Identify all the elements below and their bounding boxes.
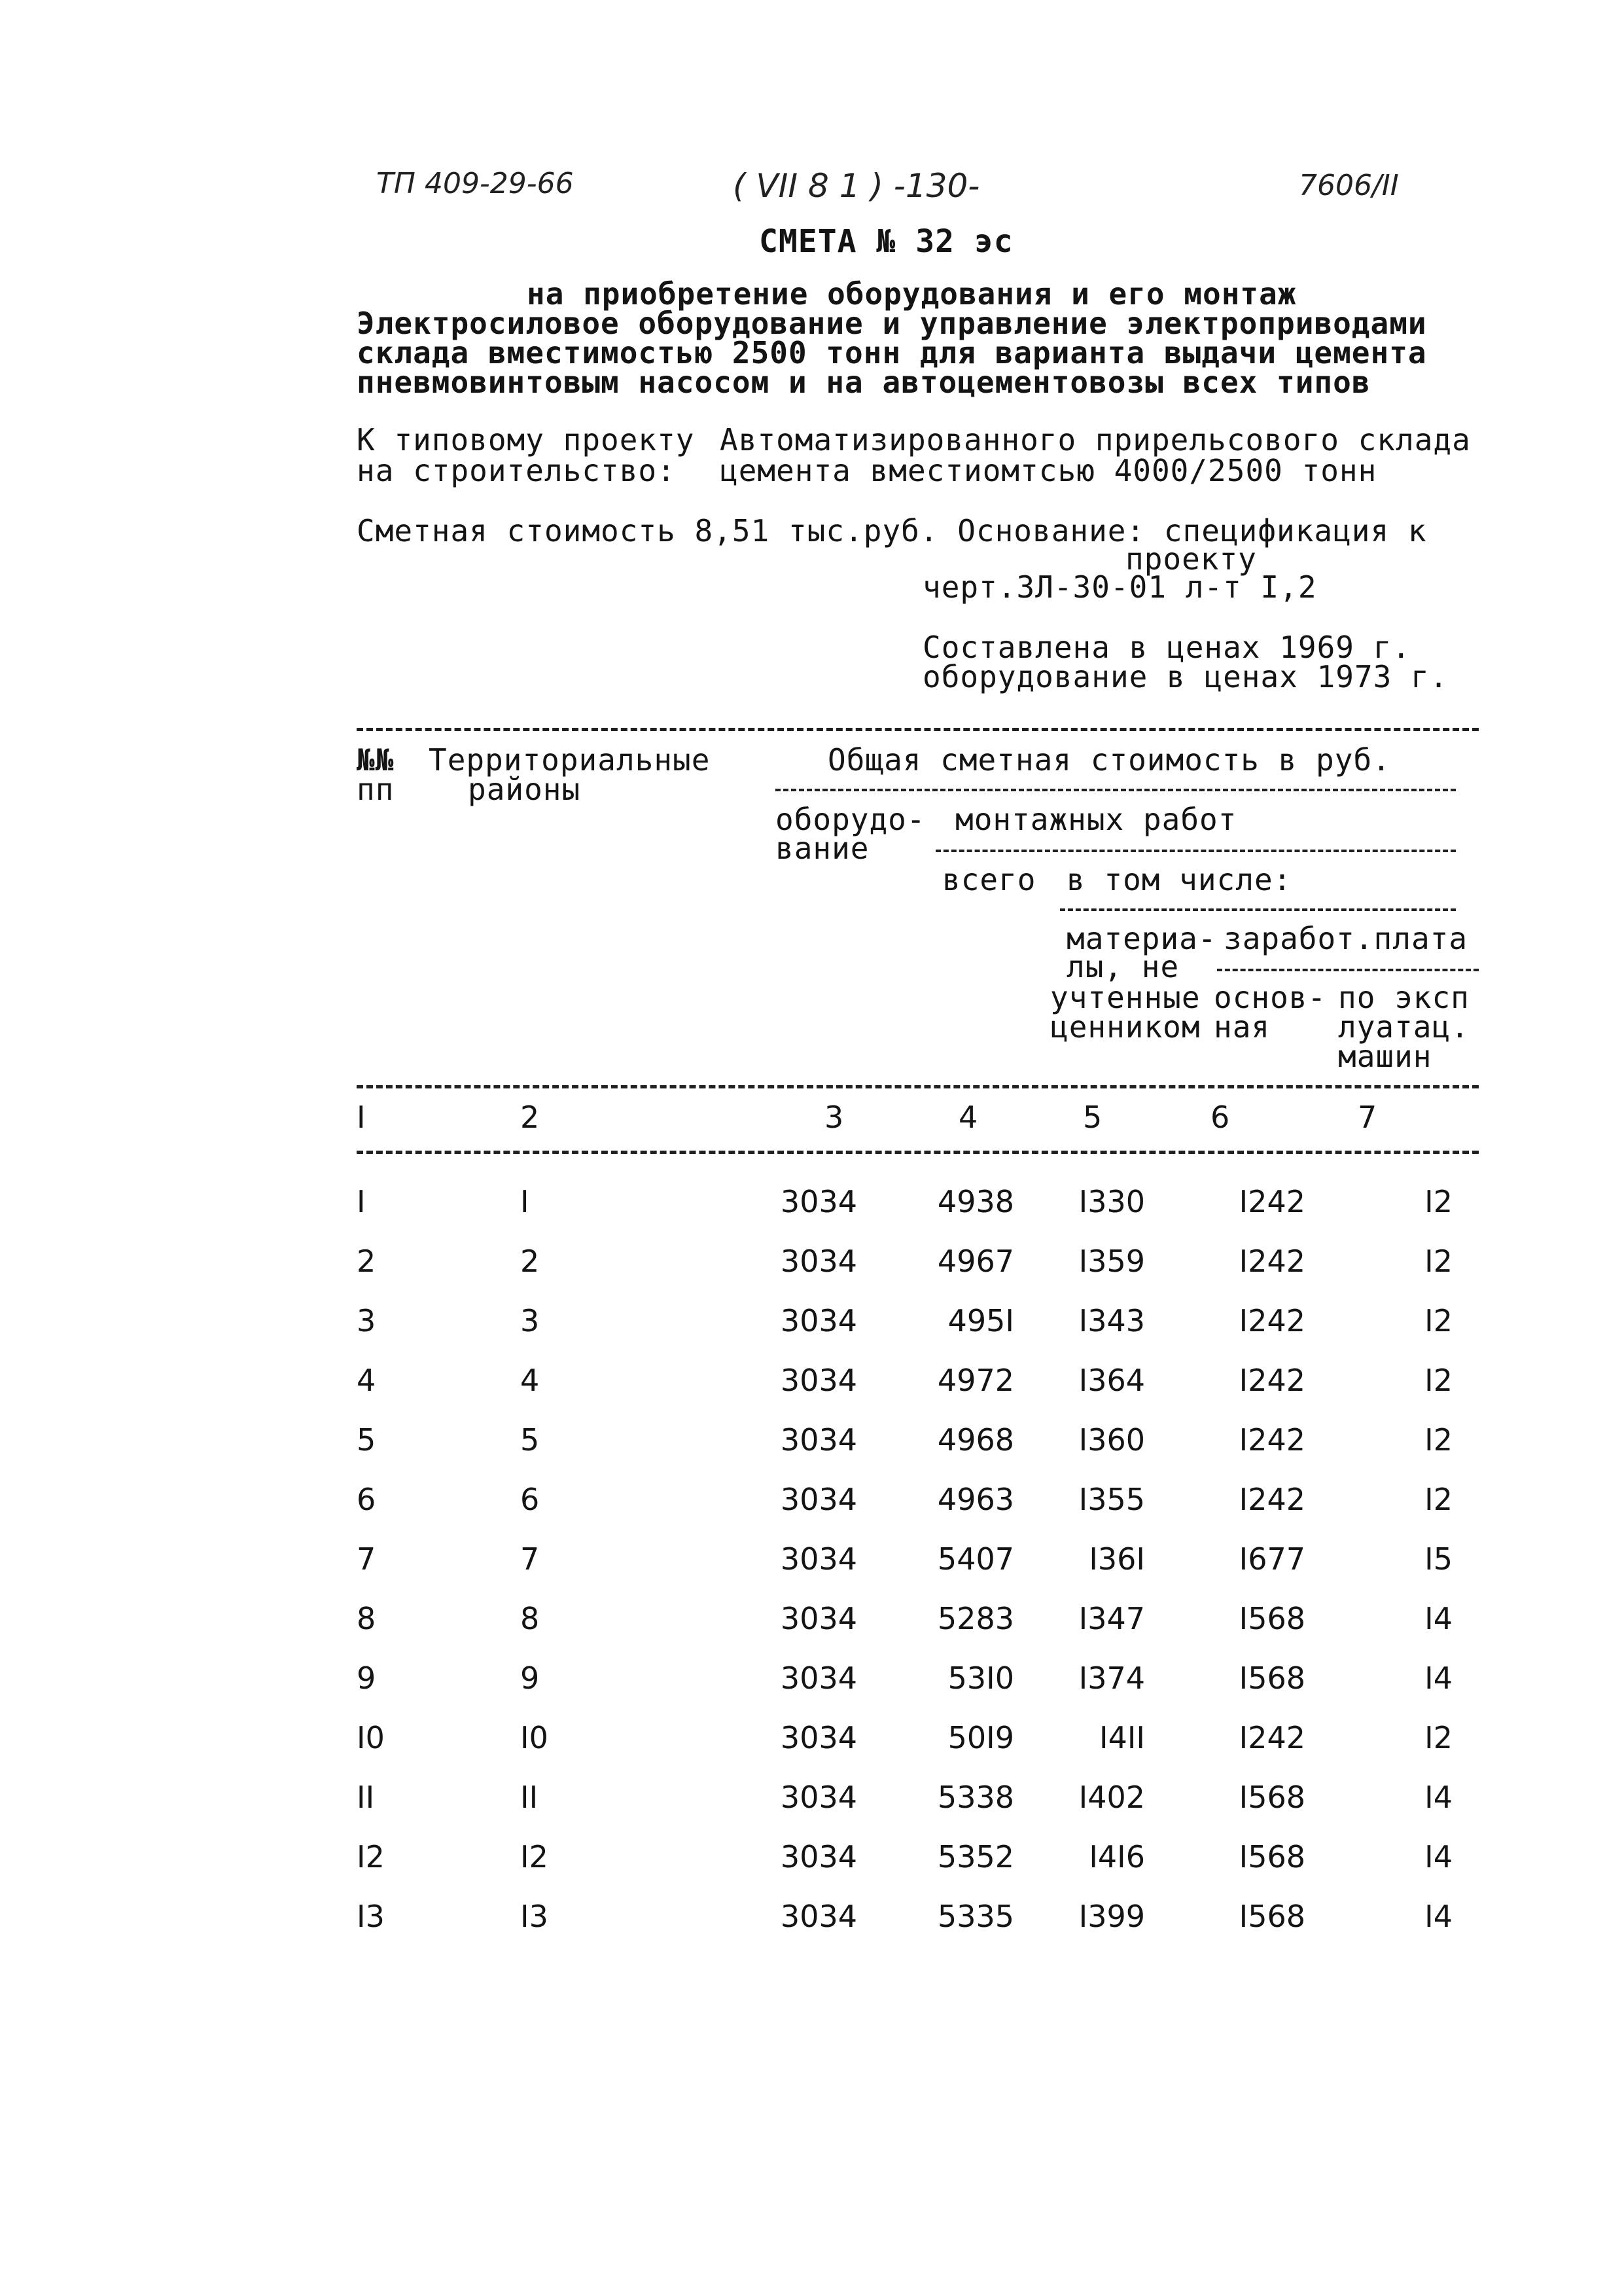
column-header-equipment: оборудо- [775,802,926,837]
column-number: I [357,1100,366,1135]
table-cell: 3034 [780,1303,857,1338]
table-cell: 3034 [780,1482,857,1517]
table-cell: 3034 [780,1244,857,1279]
table-cell: 2 [520,1244,540,1279]
table-cell: I4II [1099,1720,1145,1755]
table-cell: 6 [520,1482,540,1517]
table-cell: I36I [1089,1541,1145,1577]
table-cell: I355 [1078,1482,1145,1517]
table-cell: I0 [520,1720,548,1755]
price-basis: оборудование в ценах 1973 г. [923,659,1449,694]
column-header-basic-wage: основ- [1214,980,1327,1015]
table-cell: I330 [1078,1184,1145,1219]
table-cell: I568 [1239,1660,1305,1696]
table-cell: I4 [1424,1660,1453,1696]
table-cell: I3 [357,1899,385,1934]
column-header-number: №№ [357,742,395,778]
table-cell: I2 [520,1839,548,1874]
column-header-machine-wage: машин [1338,1039,1432,1074]
table-cell: I4 [1424,1780,1453,1815]
document-title: СМЕТА № 32 эс [759,223,1014,260]
table-cell: I399 [1078,1899,1145,1934]
basis-reference: черт.ЗЛ-30-01 л-т I,2 [923,569,1317,605]
table-cell: I347 [1078,1601,1145,1636]
column-header-region: Территориальные [429,742,711,778]
table-cell: I2 [1424,1422,1453,1458]
column-header-installation: монтажных работ [955,802,1237,837]
table-cell: I0 [357,1720,385,1755]
table-cell: I359 [1078,1244,1145,1279]
table-rule [936,850,1456,852]
table-cell: I242 [1239,1720,1305,1755]
column-header-basic-wage: ная [1214,1009,1271,1045]
table-cell: 8 [520,1601,540,1636]
table-cell: 3034 [780,1720,857,1755]
table-cell: I4 [1424,1899,1453,1934]
price-basis: Составлена в ценах 1969 г. [923,630,1411,665]
subtitle-line: Электросиловое оборудование и управление электроприводами [357,306,1427,341]
table-cell: I568 [1239,1899,1305,1934]
table-cell: I242 [1239,1184,1305,1219]
column-header-equipment: вание [775,831,870,866]
table-cell: I360 [1078,1422,1145,1458]
column-number: 5 [1083,1100,1103,1135]
project-value: цемента вместиомтсью 4000/2500 тонн [720,453,1377,488]
column-header-total-cost: Общая сметная стоимость в руб. [828,742,1391,778]
table-cell: 5338 [937,1780,1014,1815]
table-cell: 9 [520,1660,540,1696]
project-label: К типовому проекту [357,422,695,457]
table-cell: 50I9 [947,1720,1014,1755]
table-cell: I242 [1239,1303,1305,1338]
table-cell: 5 [357,1422,376,1458]
table-cell: 4972 [937,1363,1014,1398]
column-header-total: всего [942,862,1036,897]
document-code-right: 7606/II [1299,169,1399,202]
page-number: ( VII 8 1 ) -130- [733,167,980,205]
table-cell: 5352 [937,1839,1014,1874]
table-cell: 3 [520,1303,540,1338]
table-cell: 3 [357,1303,376,1338]
estimated-cost: Сметная стоимость 8,51 тыс.руб. Основание: спецификация к [357,513,1427,548]
column-header-wages: заработ.плата [1224,921,1468,956]
table-cell: I4I6 [1089,1839,1145,1874]
table-cell: I402 [1078,1780,1145,1815]
subtitle-line: на приобретение оборудования и его монтаж [527,276,1297,312]
column-header-number: пп [357,772,395,807]
table-cell: I5 [1424,1541,1453,1577]
table-cell: II [520,1780,538,1815]
table-cell: 6 [357,1482,376,1517]
table-cell: II [357,1780,375,1815]
table-cell: I4 [1424,1839,1453,1874]
project-label: на строительство: [357,453,676,488]
table-cell: I2 [1424,1244,1453,1279]
table-cell: 3034 [780,1422,857,1458]
table-cell: 4967 [937,1244,1014,1279]
column-number: 7 [1358,1100,1377,1135]
column-number: 6 [1210,1100,1230,1135]
table-cell: 3034 [780,1184,857,1219]
table-cell: 5407 [937,1541,1014,1577]
table-cell: 3034 [780,1839,857,1874]
table-cell: 5 [520,1422,540,1458]
table-cell: I364 [1078,1363,1145,1398]
table-rule [1217,969,1479,971]
table-cell: 2 [357,1244,376,1279]
table-cell: I343 [1078,1303,1145,1338]
table-cell: I568 [1239,1601,1305,1636]
document-code-left: ТП 409-29-66 [376,167,574,200]
table-cell: I2 [1424,1720,1453,1755]
column-number: 3 [824,1100,844,1135]
table-cell: I568 [1239,1780,1305,1815]
table-cell: I242 [1239,1482,1305,1517]
column-header-region: районы [468,772,581,807]
table-cell: 3034 [780,1601,857,1636]
table-cell: 3034 [780,1780,857,1815]
table-cell: 3034 [780,1899,857,1934]
table-cell: 3034 [780,1541,857,1577]
table-cell: I2 [1424,1303,1453,1338]
table-cell: I2 [1424,1482,1453,1517]
column-header-materials: лы, не [1067,949,1180,984]
column-header-materials: ценником [1050,1009,1201,1045]
column-number: 2 [520,1100,540,1135]
table-cell: I242 [1239,1363,1305,1398]
table-rule [1060,908,1456,911]
table-cell: 5335 [937,1899,1014,1934]
table-cell: 4963 [937,1482,1014,1517]
table-cell: 5283 [937,1601,1014,1636]
table-cell: 7 [357,1541,376,1577]
table-cell: I374 [1078,1660,1145,1696]
subtitle-line: пневмовинтовым насосом и на автоцементовозы всех типов [357,365,1371,400]
column-header-including: в том числе: [1067,862,1292,897]
table-cell: I568 [1239,1839,1305,1874]
table-cell: 7 [520,1541,540,1577]
table-cell: I242 [1239,1244,1305,1279]
table-cell: 53I0 [947,1660,1014,1696]
table-cell: I677 [1239,1541,1305,1577]
table-cell: 9 [357,1660,376,1696]
column-header-machine-wage: луатац. [1338,1009,1470,1045]
table-cell: 3034 [780,1660,857,1696]
table-cell: 4968 [937,1422,1014,1458]
table-cell: I2 [1424,1363,1453,1398]
table-cell: I3 [520,1899,548,1934]
table-cell: 495I [947,1303,1014,1338]
table-rule [357,1151,1479,1154]
table-cell: 4 [520,1363,540,1398]
project-value: Автоматизированного прирельсового склада [720,422,1471,457]
basis-reference: проекту [1125,541,1257,577]
table-rule [775,789,1456,791]
table-cell: 8 [357,1601,376,1636]
table-cell: I4 [1424,1601,1453,1636]
table-cell: I [520,1184,529,1219]
table-cell: I2 [357,1839,385,1874]
table-rule [357,728,1479,731]
table-cell: 4 [357,1363,376,1398]
table-cell: 3034 [780,1363,857,1398]
column-header-machine-wage: по эксп [1338,980,1470,1015]
column-number: 4 [959,1100,978,1135]
table-cell: I2 [1424,1184,1453,1219]
table-cell: I [357,1184,366,1219]
column-header-materials: материа- [1067,921,1217,956]
table-rule [357,1085,1479,1088]
column-header-materials: учтенные [1050,980,1201,1015]
subtitle-line: склада вместимостью 2500 тонн для варианта выдачи цемента [357,335,1427,370]
table-cell: 4938 [937,1184,1014,1219]
table-cell: I242 [1239,1422,1305,1458]
